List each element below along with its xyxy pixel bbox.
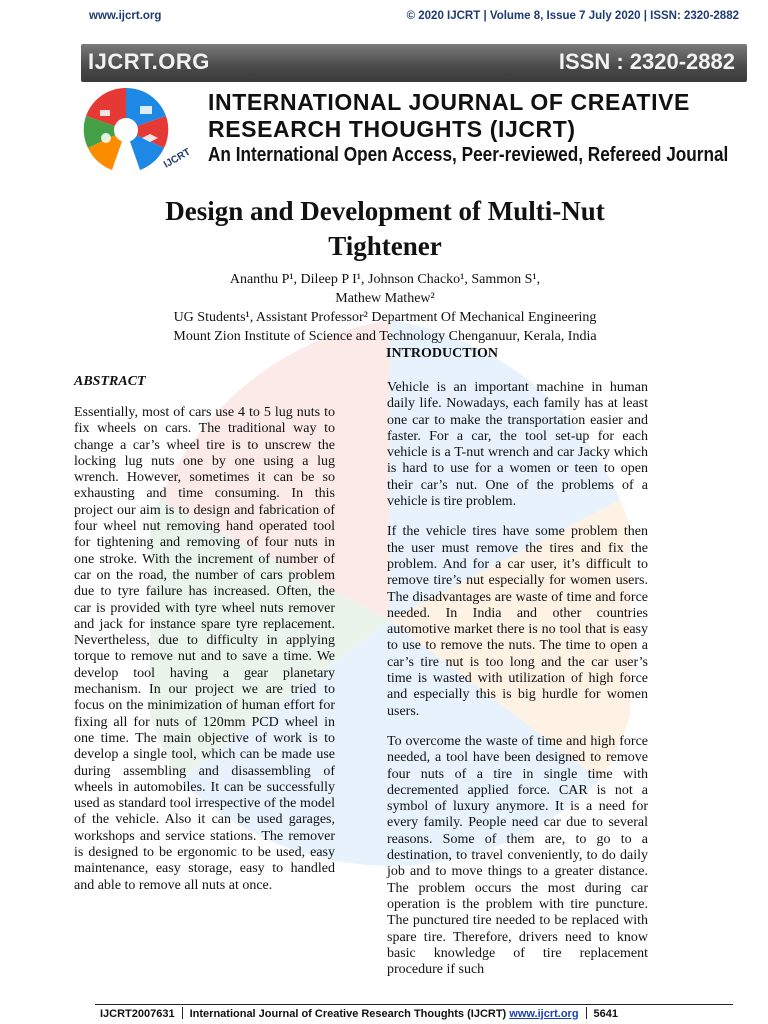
header-site-link[interactable]: www.ijcrt.org: [89, 10, 162, 22]
footer-paper-id: IJCRT2007631: [100, 1008, 175, 1020]
authors-line1: Ananthu P¹, Dileep P I¹, Johnson Chacko¹, Sammon S¹,: [229, 272, 541, 287]
introduction-heading: INTRODUCTION: [386, 346, 499, 361]
footer-page-number: 5641: [593, 1008, 619, 1020]
intro-paragraph-2: If the vehicle tires have some problem then the user must remove the tires and fix the problem. And for a car user, it’s difficult to remove tire’s nut especially for women users. The disadvantages are waste of time and force needed. In India and other countries automotive market there is no tool that is easy to use to remove the nuts. The time to open a car’s tire nut is too long and the car user’s time is wasted with utilization of high force and especially this is big hurdle for women users.: [387, 524, 648, 719]
page-footer: [100, 1007, 618, 1020]
journal-title-line2: RESEARCH THOUGHTS (IJCRT): [208, 116, 576, 142]
footer-journal-name: International Journal of Creative Research Thoughts (IJCRT): [189, 1008, 507, 1020]
journal-tagline: An International Open Access, Peer-reviewed, Refereed Journal: [208, 144, 729, 166]
authors-line2: Mathew Mathew²: [335, 291, 435, 306]
footer-divider: [95, 1004, 733, 1005]
logo-mark: [84, 88, 169, 170]
abstract-text: Essentially, most of cars use 4 to 5 lug nuts to fix wheels on cars. The traditional way to change a car’s wheel tire is to unscrew the locking lug nuts one by one using a lug wrench. However, sometimes it can be so exhausting and time consuming. In this project our aim is to design and fabrication of four wheel nut removing hand operated tool for tightening and removing of four nuts in one stroke. With the increment of number of car on the road, the number of cars problem due to tyre failure has increased. Often, the car is provided with tyre wheel nuts remover and jack for instance spare tyre replacement. Nevertheless, due to difficulty in applying torque to remove nut and to save a time. We develop tool having a gear planetary mechanism. In our project we are tried to focus on the minimization of human effort for fixing all for nuts of 120mm PCD wheel in one time. The main objective of work is to develop a single tool, which can be made use during assembling and disassembling of wheels in automobiles. It can be successfully used as standard tool irrespective of the model of the vehicle. Also it can be used garages, workshops and service stations. The remover is designed to be ergonomic to be used, easy maintenance, easy storage, easy to handled and able to remove all nuts at once.: [74, 405, 335, 893]
svg-text:IJCRT: IJCRT: [162, 146, 193, 171]
header-issue-info: © 2020 IJCRT | Volume 8, Issue 7 July 2020 | ISSN: 2320-2882: [406, 10, 739, 22]
intro-paragraph-1: Vehicle is an important machine in human daily life. Nowadays, each family has at least one car to make the transportation easier and faster. For a car, the tool set-up for each vehicle is a T-nut wrench and car Jacky which is hard to use for a women or teen to open their car’s nut. One of the problems of a vehicle is tire problem.: [387, 380, 648, 510]
affiliation-line1: UG Students¹, Assistant Professor² Department Of Mechanical Engineering: [173, 310, 597, 325]
banner-issn: ISSN : 2320-2882: [558, 49, 735, 74]
paper-title-line2: Tightener: [328, 231, 442, 261]
journal-title-line1: INTERNATIONAL JOURNAL OF CREATIVE: [208, 89, 690, 115]
journal-banner: [81, 44, 747, 82]
footer-separator: [586, 1007, 587, 1019]
ijcrt-logo: [82, 86, 204, 172]
page-header: [0, 0, 768, 32]
abstract-column: [74, 405, 335, 908]
intro-paragraph-3: To overcome the waste of time and high force needed, a tool have been designed to remove four nuts of a tire in single time with decremented applied force. CAR is not a symbol of luxury anymore. It is a need for every family. People need car due to several reasons. Some of them are, to go to a destination, to travel conveniently, to do daily job and to move things to a greater distance. The problem occurs the most during car operation is the problem with tire puncture. The punctured tire needed to be replaced with spare tire. Therefore, drivers need to know basic knowledge of tire replacement procedure if such: [387, 733, 648, 978]
footer-separator: [182, 1007, 183, 1019]
paper-title-line1: Design and Development of Multi-Nut: [165, 196, 605, 226]
footer-url-link[interactable]: www.ijcrt.org: [509, 1008, 579, 1020]
introduction-column: [387, 380, 648, 992]
affiliation-line2: Mount Zion Institute of Science and Technology Chenganuur, Kerala, India: [173, 329, 597, 344]
abstract-heading: ABSTRACT: [74, 374, 146, 389]
banner-site-name: IJCRT.ORG: [88, 49, 210, 74]
